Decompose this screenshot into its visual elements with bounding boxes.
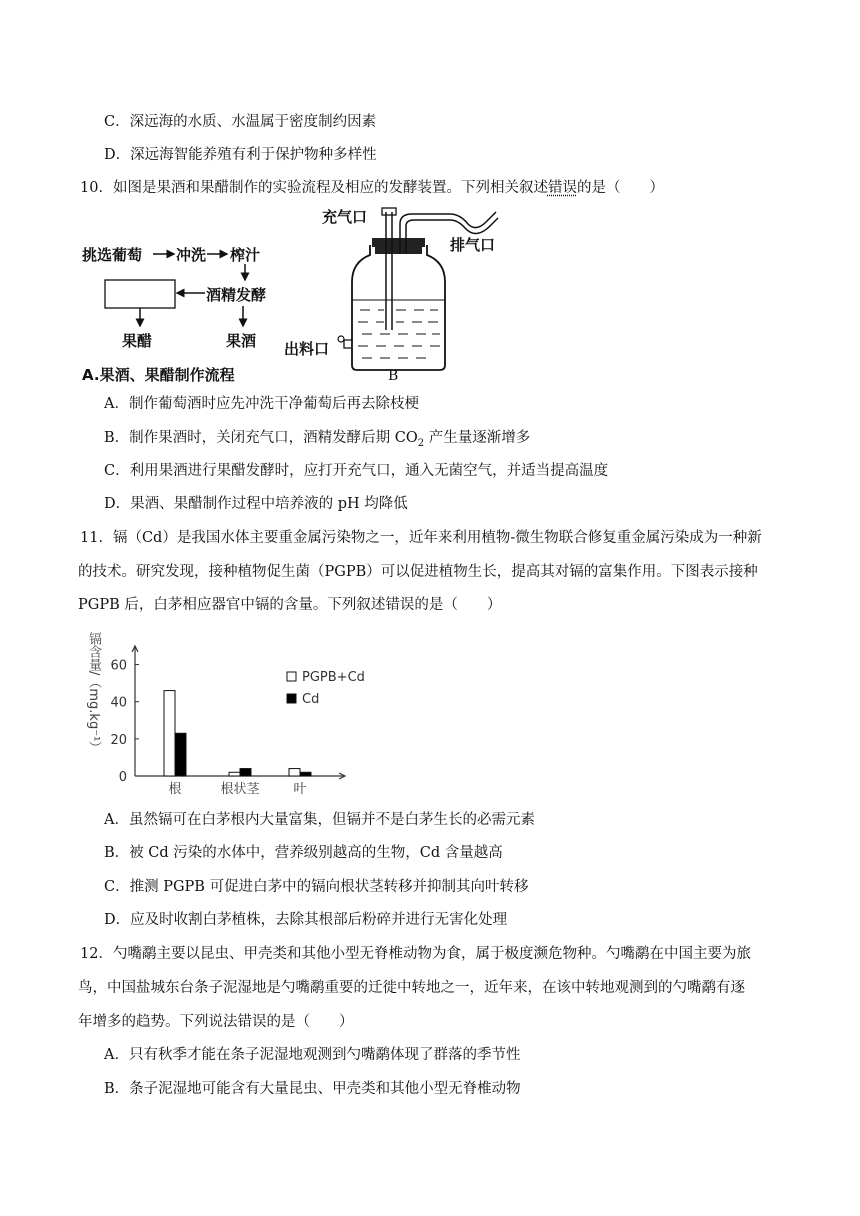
chart-y-tick-label: 40 <box>110 695 127 711</box>
device-air-inlet-label: 充气口 <box>322 208 368 226</box>
q10-fermentation-device <box>284 200 520 388</box>
q10-option-b <box>104 428 530 454</box>
device-air-outlet-label: 排气口 <box>450 236 496 254</box>
q12-stem-line-2: 鸟，中国盐城东台条子泥湿地是勺嘴鹬重要的迁徙中转地之一，近年来，在该中转地观测到的勺嘴鹬有逐 <box>78 980 745 996</box>
q10-option-b-subscript: 2 <box>417 437 425 449</box>
chart-bar <box>164 691 175 776</box>
q11-bar-chart <box>80 628 370 803</box>
q11-option-c: C．推测 PGPB 可促进白茅中的镉向根状茎转移并抑制其向叶转移 <box>104 879 529 895</box>
q10-option-b-text: B．制作果酒时，关闭充气口，酒精发酵后期 CO <box>104 430 418 446</box>
flow-result-vinegar: 果醋 <box>122 332 153 350</box>
chart-bar <box>240 769 251 776</box>
q12-stem-line-1: 12．勺嘴鹬主要以昆虫、甲壳类和其他小型无脊椎动物为食，属于极度濒危物种。勺嘴鹬在中国主要为旅 <box>80 946 751 962</box>
flow-step-juice: 榨汁 <box>230 246 261 264</box>
device-caption: B <box>388 368 399 384</box>
chart-bar <box>175 733 186 776</box>
q11-stem-line-2: 的技术。研究发现，接种植物促生菌（PGPB）可以促进植物生长，提高其对镉的富集作用。下图表示接种 <box>78 564 758 580</box>
chart-x-tick-label: 叶 <box>293 782 307 797</box>
q10-stem-text-end: 的是（ ） <box>576 180 664 196</box>
chart-legend-label: Cd <box>302 692 320 707</box>
chart-y-tick-label: 60 <box>110 658 127 674</box>
chart-plot <box>80 628 370 803</box>
chart-legend-swatch <box>287 694 296 703</box>
q11-stem-line-1: 11．镉（Cd）是我国水体主要重金属污染物之一，近年来利用植物-微生物联合修复重金属污染成为一种新 <box>80 530 762 546</box>
chart-x-tick-label: 根状茎 <box>220 782 260 797</box>
q11-option-b: B．被 Cd 污染的水体中，营养级别越高的生物，Cd 含量越高 <box>104 845 503 861</box>
q10-stem-emphasis: 错误 <box>547 180 577 196</box>
chart-x-tick-label: 根 <box>168 782 182 797</box>
q10-stem-text: 10．如图是果酒和果醋制作的实验流程及相应的发酵装置。下列相关叙述 <box>80 180 548 196</box>
device-drawing <box>300 200 520 388</box>
q10-option-a: A．制作葡萄酒时应先冲洗干净葡萄后再去除枝梗 <box>104 396 419 412</box>
q10-stem <box>80 178 664 198</box>
chart-legend-swatch <box>287 672 296 681</box>
flow-caption: A.果酒、果醋制作流程 <box>82 366 235 384</box>
flow-result-wine: 果酒 <box>226 332 257 350</box>
q10-option-d: D．果酒、果醋制作过程中培养液的 pH 均降低 <box>104 496 408 512</box>
flow-step-wash: 冲洗 <box>176 246 207 264</box>
q12-stem-line-3: 年增多的趋势。下列说法错误的是（ ） <box>78 1014 354 1030</box>
chart-bar <box>289 769 300 776</box>
q12-option-a: A．只有秋季才能在条子泥湿地观测到勺嘴鹬体现了群落的季节性 <box>104 1047 521 1063</box>
chart-ylabel-text: 镉含量/（mg.kg⁻¹） <box>86 632 101 755</box>
q12-option-b: B．条子泥湿地可能含有大量昆虫、甲壳类和其他小型无脊椎动物 <box>104 1081 521 1097</box>
q10-flow-diagram <box>80 240 280 385</box>
q9-option-d: D．深远海智能养殖有利于保护物种多样性 <box>104 147 377 163</box>
q11-stem-line-3: PGPB 后，白茅相应器官中镉的含量。下列叙述错误的是（ ） <box>78 597 502 613</box>
chart-y-tick-label: 20 <box>110 732 127 748</box>
q11-option-d: D．应及时收割白茅植株，去除其根部后粉碎并进行无害化处理 <box>104 912 508 928</box>
q10-option-c: C．利用果酒进行果醋发酵时，应打开充气口，通入无菌空气，并适当提高温度 <box>104 463 609 479</box>
chart-bar <box>300 772 311 776</box>
device-outlet-label: 出料口 <box>284 340 330 358</box>
q11-option-a: A．虽然镉可在白茅根内大量富集，但镉并不是白茅生长的必需元素 <box>104 812 535 828</box>
chart-legend-label: PGPB+Cd <box>302 670 365 685</box>
flow-step-select: 挑选葡萄 <box>82 246 143 264</box>
q9-option-c: C．深远海的水质、水温属于密度制约因素 <box>104 114 377 130</box>
chart-bar <box>229 772 240 776</box>
flow-step-fermentation: 酒精发酵 <box>206 286 267 304</box>
flow-blank-box <box>105 280 175 308</box>
q10-option-b-text-end: 产生量逐渐增多 <box>424 430 531 446</box>
chart-y-tick-label: 0 <box>118 770 127 785</box>
